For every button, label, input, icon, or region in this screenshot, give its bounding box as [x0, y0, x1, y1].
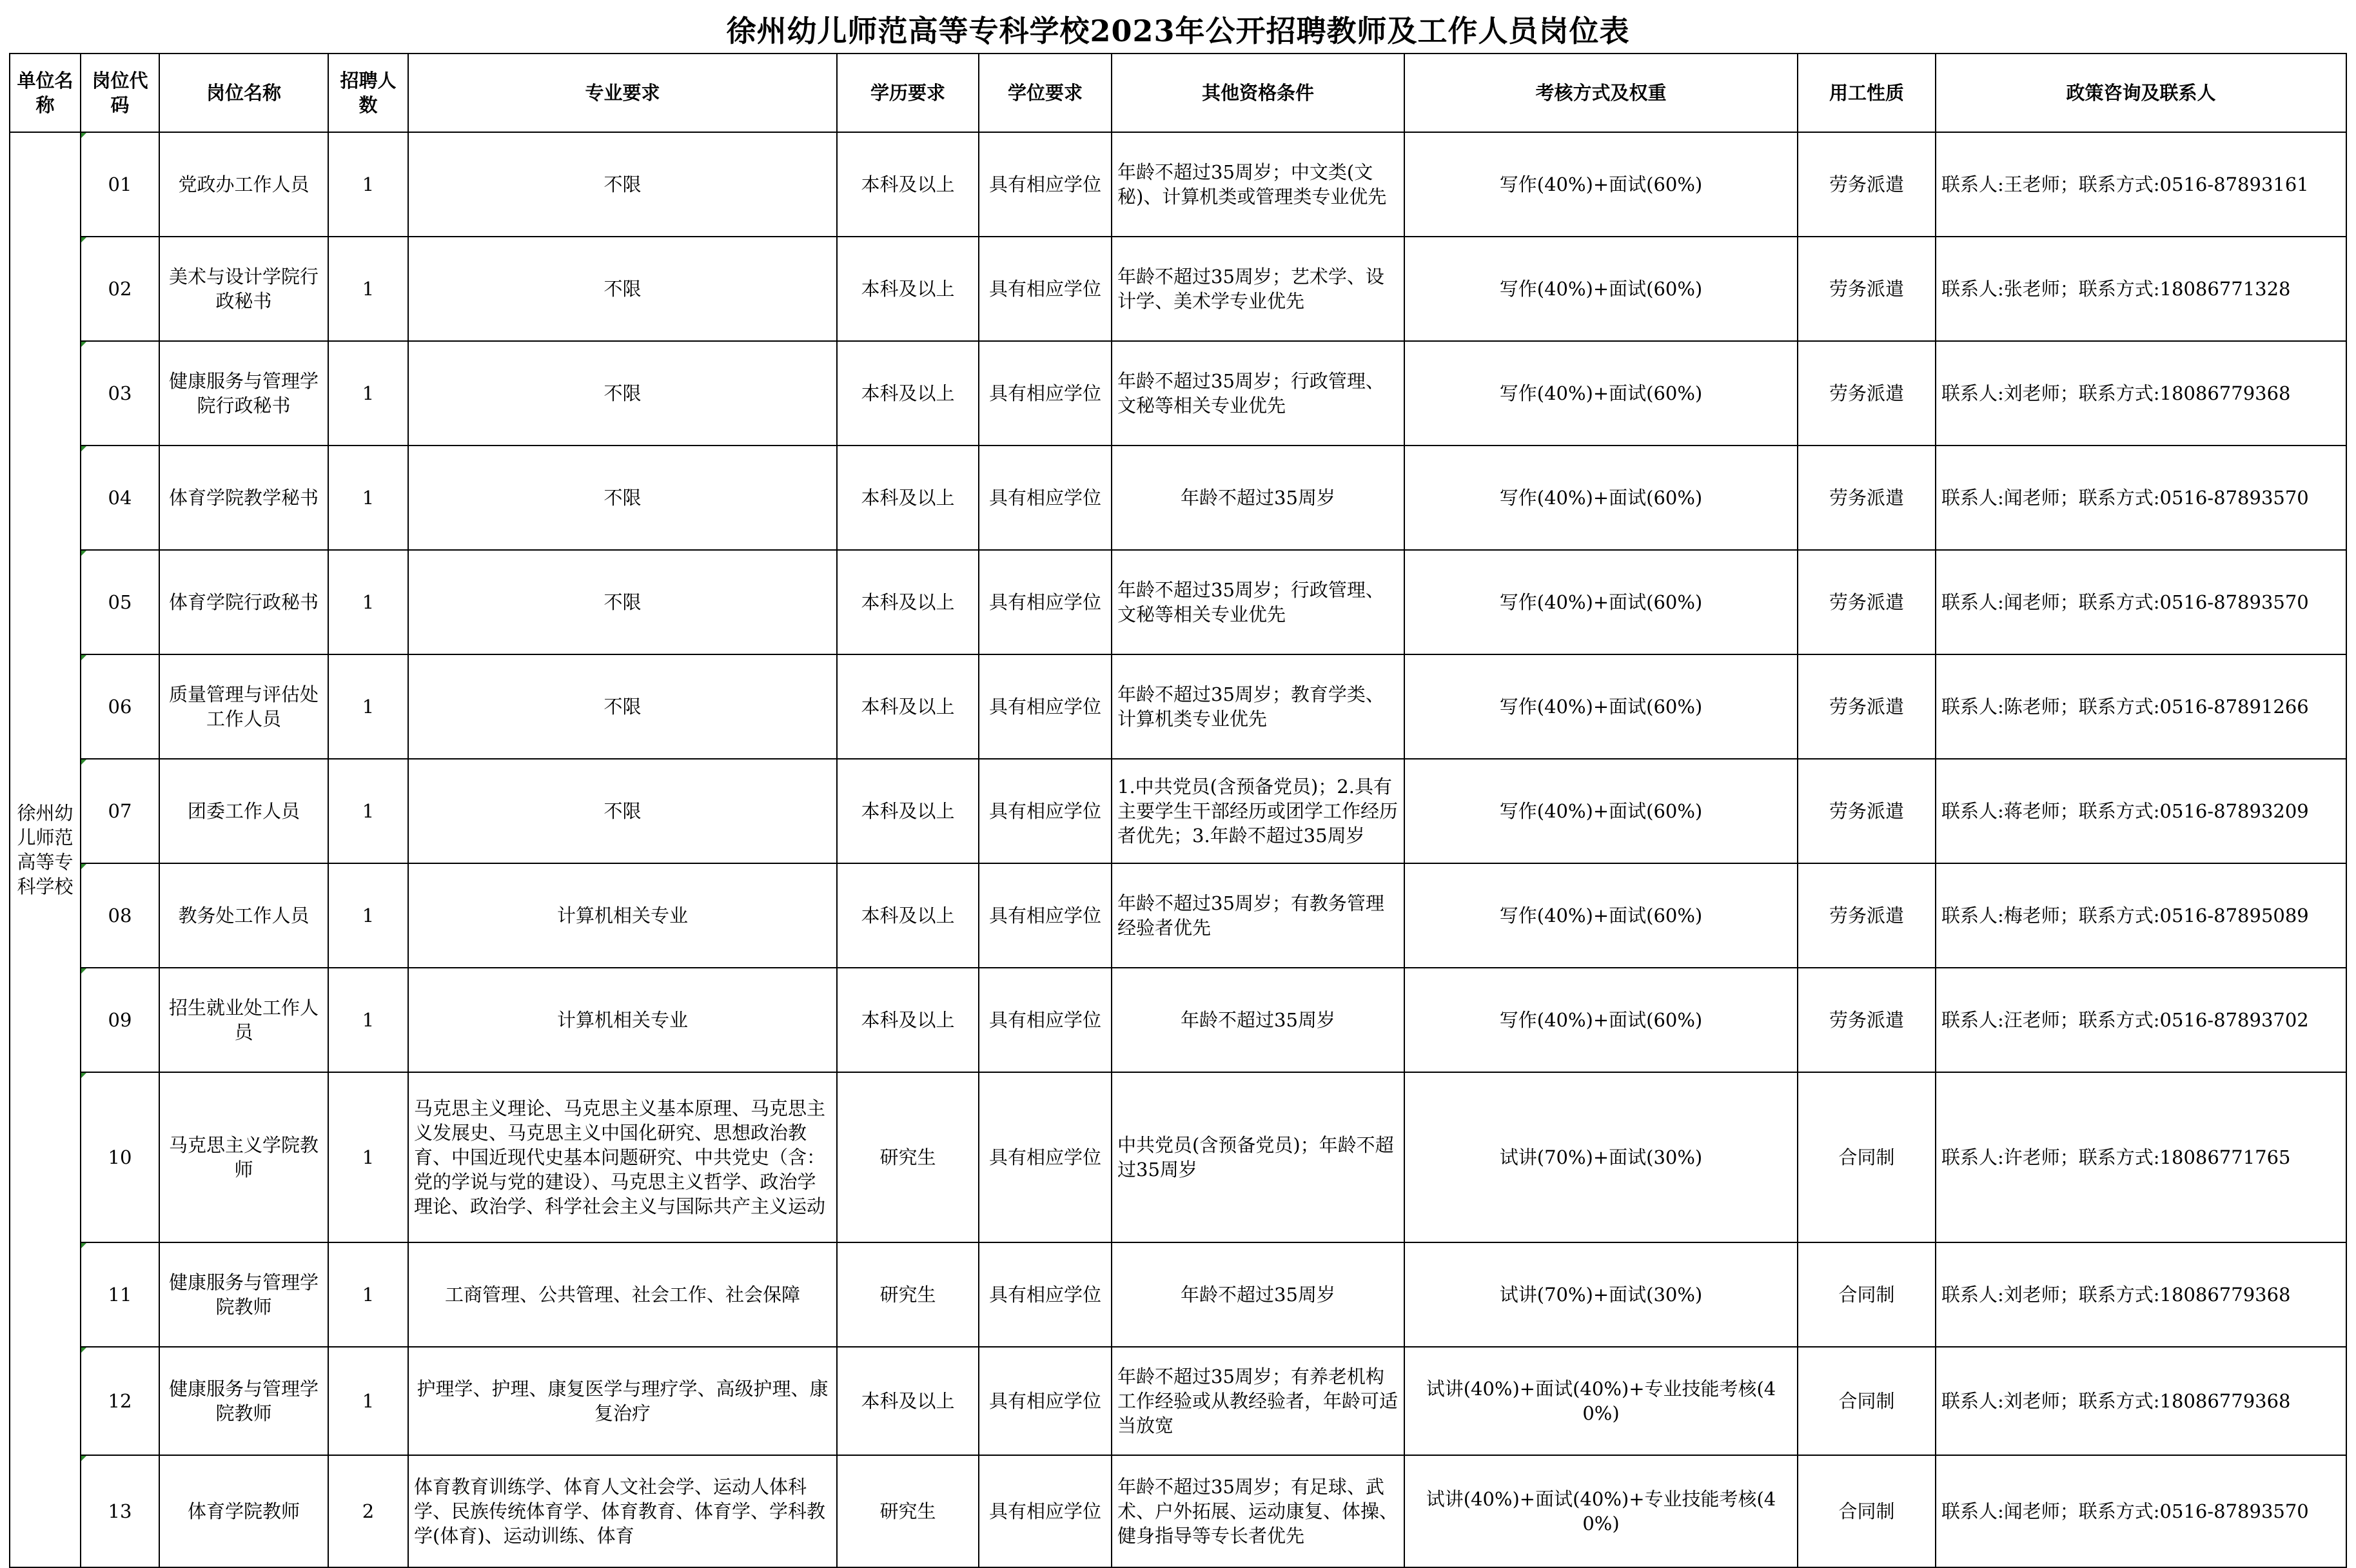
type-cell: 劳务派遣 [1798, 863, 1936, 968]
degree-cell: 具有相应学位 [979, 550, 1112, 654]
education-cell: 本科及以上 [837, 759, 979, 863]
type-cell: 劳务派遣 [1798, 341, 1936, 446]
other-cell: 年龄不超过35周岁 [1112, 968, 1404, 1072]
exam-cell: 写作(40%)+面试(60%) [1404, 550, 1798, 654]
major-cell: 不限 [408, 654, 837, 759]
name-cell: 体育学院教学秘书 [159, 446, 328, 550]
contact-cell: 联系人:张老师；联系方式:18086771328 [1936, 237, 2346, 341]
education-cell: 本科及以上 [837, 341, 979, 446]
count-cell: 1 [328, 1242, 408, 1347]
education-cell: 研究生 [837, 1072, 979, 1242]
type-cell: 合同制 [1798, 1455, 1936, 1567]
other-cell: 年龄不超过35周岁；艺术学、设计学、美术学专业优先 [1112, 237, 1404, 341]
other-cell: 年龄不超过35周岁；行政管理、文秘等相关专业优先 [1112, 341, 1404, 446]
count-cell: 1 [328, 863, 408, 968]
major-cell: 马克思主义理论、马克思主义基本原理、马克思主义发展史、马克思主义中国化研究、思想政治教育、中国近现代史基本问题研究、中共党史（含：党的学说与党的建设）、马克思主义哲学、政治学理论、政治学、科学社会主义与国际共产主义运动 [408, 1072, 837, 1242]
degree-cell: 具有相应学位 [979, 863, 1112, 968]
major-cell: 计算机相关专业 [408, 863, 837, 968]
count-cell: 1 [328, 237, 408, 341]
other-cell: 中共党员(含预备党员)；年龄不超过35周岁 [1112, 1072, 1404, 1242]
contact-cell: 联系人:蒋老师；联系方式:0516-87893209 [1936, 759, 2346, 863]
major-cell: 不限 [408, 132, 837, 237]
header-count: 招聘人数 [328, 54, 408, 132]
name-cell: 美术与设计学院行政秘书 [159, 237, 328, 341]
count-cell: 1 [328, 654, 408, 759]
degree-cell: 具有相应学位 [979, 446, 1112, 550]
table-row [10, 1242, 2346, 1347]
degree-cell: 具有相应学位 [979, 968, 1112, 1072]
table-row [10, 237, 2346, 341]
header-code: 岗位代码 [81, 54, 159, 132]
major-cell: 计算机相关专业 [408, 968, 837, 1072]
code-cell: 09 [81, 968, 159, 1072]
education-cell: 本科及以上 [837, 968, 979, 1072]
code-cell: 01 [81, 132, 159, 237]
degree-cell: 具有相应学位 [979, 132, 1112, 237]
count-cell: 1 [328, 759, 408, 863]
header-type: 用工性质 [1798, 54, 1936, 132]
major-cell: 不限 [408, 446, 837, 550]
other-cell: 年龄不超过35周岁；行政管理、文秘等相关专业优先 [1112, 550, 1404, 654]
contact-cell: 联系人:王老师；联系方式:0516-87893161 [1936, 132, 2346, 237]
name-cell: 健康服务与管理学院教师 [159, 1347, 328, 1455]
name-cell: 教务处工作人员 [159, 863, 328, 968]
type-cell: 劳务派遣 [1798, 759, 1936, 863]
name-cell: 招生就业处工作人员 [159, 968, 328, 1072]
code-cell: 06 [81, 654, 159, 759]
contact-cell: 联系人:刘老师；联系方式:18086779368 [1936, 1242, 2346, 1347]
code-cell: 05 [81, 550, 159, 654]
table-row [10, 759, 2346, 863]
table-row [10, 863, 2346, 968]
header-degree: 学位要求 [979, 54, 1112, 132]
exam-cell: 写作(40%)+面试(60%) [1404, 654, 1798, 759]
education-cell: 本科及以上 [837, 446, 979, 550]
exam-cell: 写作(40%)+面试(60%) [1404, 446, 1798, 550]
exam-cell: 写作(40%)+面试(60%) [1404, 759, 1798, 863]
contact-cell: 联系人:陈老师；联系方式:0516-87891266 [1936, 654, 2346, 759]
other-cell: 年龄不超过35周岁 [1112, 1242, 1404, 1347]
type-cell: 劳务派遣 [1798, 654, 1936, 759]
exam-cell: 写作(40%)+面试(60%) [1404, 132, 1798, 237]
name-cell: 马克思主义学院教师 [159, 1072, 328, 1242]
contact-cell: 联系人:闻老师；联系方式:0516-87893570 [1936, 550, 2346, 654]
contact-cell: 联系人:闻老师；联系方式:0516-87893570 [1936, 1455, 2346, 1567]
name-cell: 质量管理与评估处工作人员 [159, 654, 328, 759]
exam-cell: 试讲(70%)+面试(30%) [1404, 1072, 1798, 1242]
code-cell: 10 [81, 1072, 159, 1242]
degree-cell: 具有相应学位 [979, 341, 1112, 446]
count-cell: 1 [328, 446, 408, 550]
contact-cell: 联系人:许老师；联系方式:18086771765 [1936, 1072, 2346, 1242]
education-cell: 本科及以上 [837, 132, 979, 237]
table-row [10, 550, 2346, 654]
table-row [10, 1455, 2346, 1567]
header-row [10, 54, 2346, 132]
header-unit: 单位名称 [10, 54, 81, 132]
count-cell: 1 [328, 1072, 408, 1242]
degree-cell: 具有相应学位 [979, 654, 1112, 759]
code-cell: 11 [81, 1242, 159, 1347]
name-cell: 健康服务与管理学院教师 [159, 1242, 328, 1347]
code-cell: 12 [81, 1347, 159, 1455]
other-cell: 年龄不超过35周岁；有教务管理经验者优先 [1112, 863, 1404, 968]
header-exam: 考核方式及权重 [1404, 54, 1798, 132]
degree-cell: 具有相应学位 [979, 759, 1112, 863]
count-cell: 1 [328, 968, 408, 1072]
table-row [10, 1347, 2346, 1455]
count-cell: 1 [328, 132, 408, 237]
count-cell: 2 [328, 1455, 408, 1567]
contact-cell: 联系人:闻老师；联系方式:0516-87893570 [1936, 446, 2346, 550]
exam-cell: 试讲(40%)+面试(40%)+专业技能考核(40%) [1404, 1347, 1798, 1455]
header-name: 岗位名称 [159, 54, 328, 132]
exam-cell: 写作(40%)+面试(60%) [1404, 341, 1798, 446]
education-cell: 本科及以上 [837, 550, 979, 654]
major-cell: 不限 [408, 550, 837, 654]
count-cell: 1 [328, 1347, 408, 1455]
contact-cell: 联系人:梅老师；联系方式:0516-87895089 [1936, 863, 2346, 968]
name-cell: 团委工作人员 [159, 759, 328, 863]
exam-cell: 写作(40%)+面试(60%) [1404, 237, 1798, 341]
code-cell: 04 [81, 446, 159, 550]
degree-cell: 具有相应学位 [979, 1072, 1112, 1242]
code-cell: 08 [81, 863, 159, 968]
major-cell: 工商管理、公共管理、社会工作、社会保障 [408, 1242, 837, 1347]
major-cell: 不限 [408, 759, 837, 863]
degree-cell: 具有相应学位 [979, 1455, 1112, 1567]
type-cell: 劳务派遣 [1798, 237, 1936, 341]
type-cell: 劳务派遣 [1798, 550, 1936, 654]
education-cell: 本科及以上 [837, 863, 979, 968]
degree-cell: 具有相应学位 [979, 1242, 1112, 1347]
code-cell: 02 [81, 237, 159, 341]
positions-table [9, 53, 2347, 1568]
education-cell: 研究生 [837, 1455, 979, 1567]
header-education: 学历要求 [837, 54, 979, 132]
other-cell: 1.中共党员(含预备党员)；2.具有主要学生干部经历或团学工作经历者优先；3.年龄不超过35周岁 [1112, 759, 1404, 863]
count-cell: 1 [328, 550, 408, 654]
exam-cell: 试讲(70%)+面试(30%) [1404, 1242, 1798, 1347]
degree-cell: 具有相应学位 [979, 1347, 1112, 1455]
type-cell: 合同制 [1798, 1347, 1936, 1455]
name-cell: 健康服务与管理学院行政秘书 [159, 341, 328, 446]
code-cell: 13 [81, 1455, 159, 1567]
contact-cell: 联系人:刘老师；联系方式:18086779368 [1936, 341, 2346, 446]
other-cell: 年龄不超过35周岁；教育学类、计算机类专业优先 [1112, 654, 1404, 759]
header-contact: 政策咨询及联系人 [1936, 54, 2346, 132]
education-cell: 本科及以上 [837, 1347, 979, 1455]
type-cell: 劳务派遣 [1798, 968, 1936, 1072]
major-cell: 不限 [408, 237, 837, 341]
other-cell: 年龄不超过35周岁；有足球、武术、户外拓展、运动康复、体操、健身指导等专长者优先 [1112, 1455, 1404, 1567]
major-cell: 不限 [408, 341, 837, 446]
degree-cell: 具有相应学位 [979, 237, 1112, 341]
name-cell: 体育学院教师 [159, 1455, 328, 1567]
table-row [10, 446, 2346, 550]
major-cell: 体育教育训练学、体育人文社会学、运动人体科学、民族传统体育学、体育教育、体育学、学科教学(体育)、运动训练、体育 [408, 1455, 837, 1567]
exam-cell: 写作(40%)+面试(60%) [1404, 968, 1798, 1072]
major-cell: 护理学、护理、康复医学与理疗学、高级护理、康复治疗 [408, 1347, 837, 1455]
other-cell: 年龄不超过35周岁；有养老机构工作经验或从教经验者，年龄可适当放宽 [1112, 1347, 1404, 1455]
education-cell: 本科及以上 [837, 237, 979, 341]
exam-cell: 试讲(40%)+面试(40%)+专业技能考核(40%) [1404, 1455, 1798, 1567]
page-title: 徐州幼儿师范高等专科学校2023年公开招聘教师及工作人员岗位表 [726, 14, 1630, 48]
contact-cell: 联系人:汪老师；联系方式:0516-87893702 [1936, 968, 2346, 1072]
header-other: 其他资格条件 [1112, 54, 1404, 132]
type-cell: 合同制 [1798, 1072, 1936, 1242]
table-row [10, 654, 2346, 759]
unit-name-cell: 徐州幼儿师范高等专科学校 [10, 132, 81, 1567]
count-cell: 1 [328, 341, 408, 446]
table-row [10, 132, 2346, 237]
other-cell: 年龄不超过35周岁；中文类(文秘)、计算机类或管理类专业优先 [1112, 132, 1404, 237]
header-major: 专业要求 [408, 54, 837, 132]
type-cell: 劳务派遣 [1798, 446, 1936, 550]
contact-cell: 联系人:刘老师；联系方式:18086779368 [1936, 1347, 2346, 1455]
education-cell: 研究生 [837, 1242, 979, 1347]
code-cell: 07 [81, 759, 159, 863]
type-cell: 合同制 [1798, 1242, 1936, 1347]
type-cell: 劳务派遣 [1798, 132, 1936, 237]
education-cell: 本科及以上 [837, 654, 979, 759]
name-cell: 党政办工作人员 [159, 132, 328, 237]
code-cell: 03 [81, 341, 159, 446]
table-row [10, 968, 2346, 1072]
table-row [10, 341, 2346, 446]
other-cell: 年龄不超过35周岁 [1112, 446, 1404, 550]
table-row [10, 1072, 2346, 1242]
name-cell: 体育学院行政秘书 [159, 550, 328, 654]
exam-cell: 写作(40%)+面试(60%) [1404, 863, 1798, 968]
